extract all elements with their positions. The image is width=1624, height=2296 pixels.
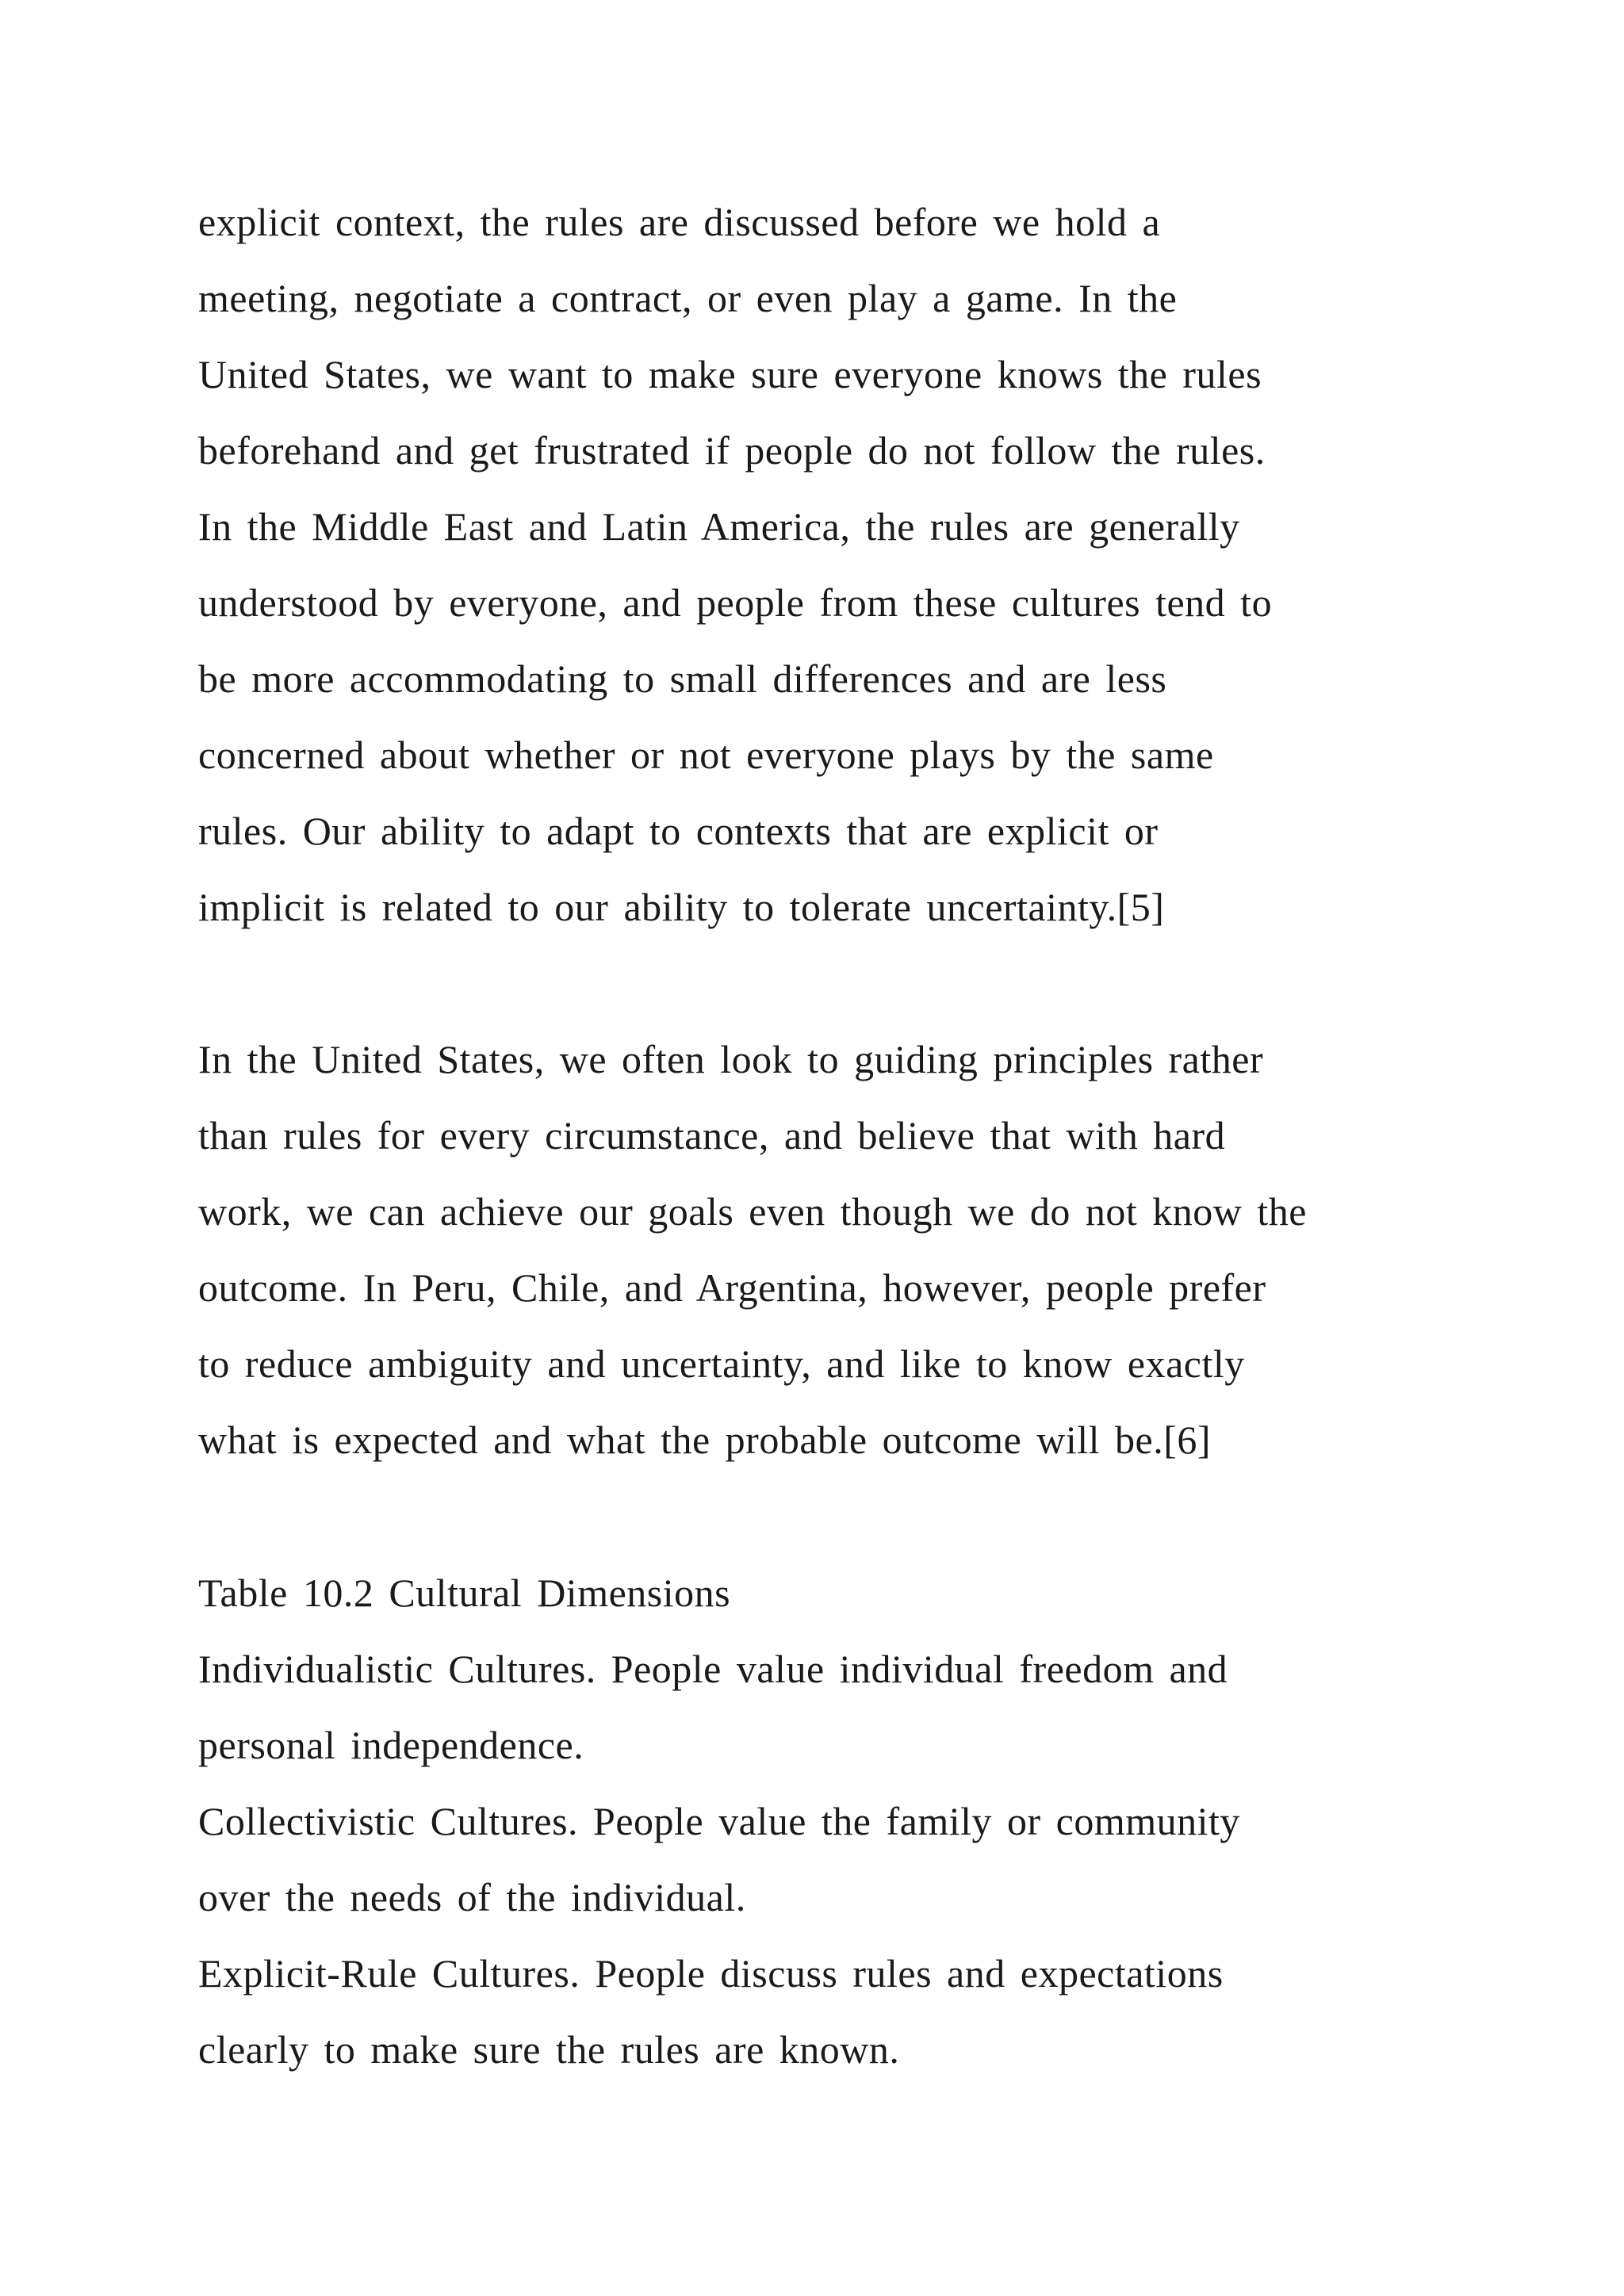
table-entry-explicit-rule <box>198 1935 1483 2087</box>
paragraph-line: United States, we want to make sure everyone knows the rules <box>198 352 1262 396</box>
table-entry-line: personal independence. <box>198 1723 584 1767</box>
table-entry-line: Collectivistic Cultures. People value the family or community <box>198 1799 1240 1843</box>
table-entry-line: Explicit-Rule Cultures. People discuss rules and expectations <box>198 1951 1224 1996</box>
paragraph-line: work, we can achieve our goals even though we do not know the <box>198 1189 1307 1234</box>
paragraph-line: rules. Our ability to adapt to contexts that are explicit or <box>198 809 1159 853</box>
paragraph-line: be more accommodating to small differences and are less <box>198 656 1167 701</box>
paragraph-explicit-context <box>198 184 1483 945</box>
table-entry-line: Individualistic Cultures. People value individual freedom and <box>198 1647 1228 1691</box>
table-entry-individualistic <box>198 1631 1483 1783</box>
paragraph-line: what is expected and what the probable outcome will be.[6] <box>198 1418 1212 1462</box>
table-entry-line: over the needs of the individual. <box>198 1875 746 1919</box>
paragraph-line: outcome. In Peru, Chile, and Argentina, however, people prefer <box>198 1265 1266 1310</box>
table-entry-collectivistic <box>198 1783 1483 1935</box>
paragraph-line: beforehand and get frustrated if people do not follow the rules. <box>198 428 1266 473</box>
paragraph-line: In the Middle East and Latin America, the rules are generally <box>198 504 1240 549</box>
paragraph-line: concerned about whether or not everyone plays by the same <box>198 733 1214 777</box>
paragraph-line: to reduce ambiguity and uncertainty, and like to know exactly <box>198 1341 1245 1386</box>
paragraph-line: meeting, negotiate a contract, or even play a game. In the <box>198 276 1178 320</box>
paragraph-line: than rules for every circumstance, and believe that with hard <box>198 1113 1226 1158</box>
table-title: Table 10.2 Cultural Dimensions <box>198 1571 731 1615</box>
cultural-dimensions-table <box>198 1555 1483 2087</box>
paragraph-line: In the United States, we often look to guiding principles rather <box>198 1037 1264 1081</box>
paragraph-guiding-principles <box>198 1021 1483 1478</box>
paragraph-line: understood by everyone, and people from these cultures tend to <box>198 580 1273 625</box>
paragraph-line: implicit is related to our ability to tolerate uncertainty.[5] <box>198 885 1165 929</box>
paragraph-line: explicit context, the rules are discussed before we hold a <box>198 200 1161 244</box>
table-entry-line: clearly to make sure the rules are known. <box>198 2027 900 2072</box>
